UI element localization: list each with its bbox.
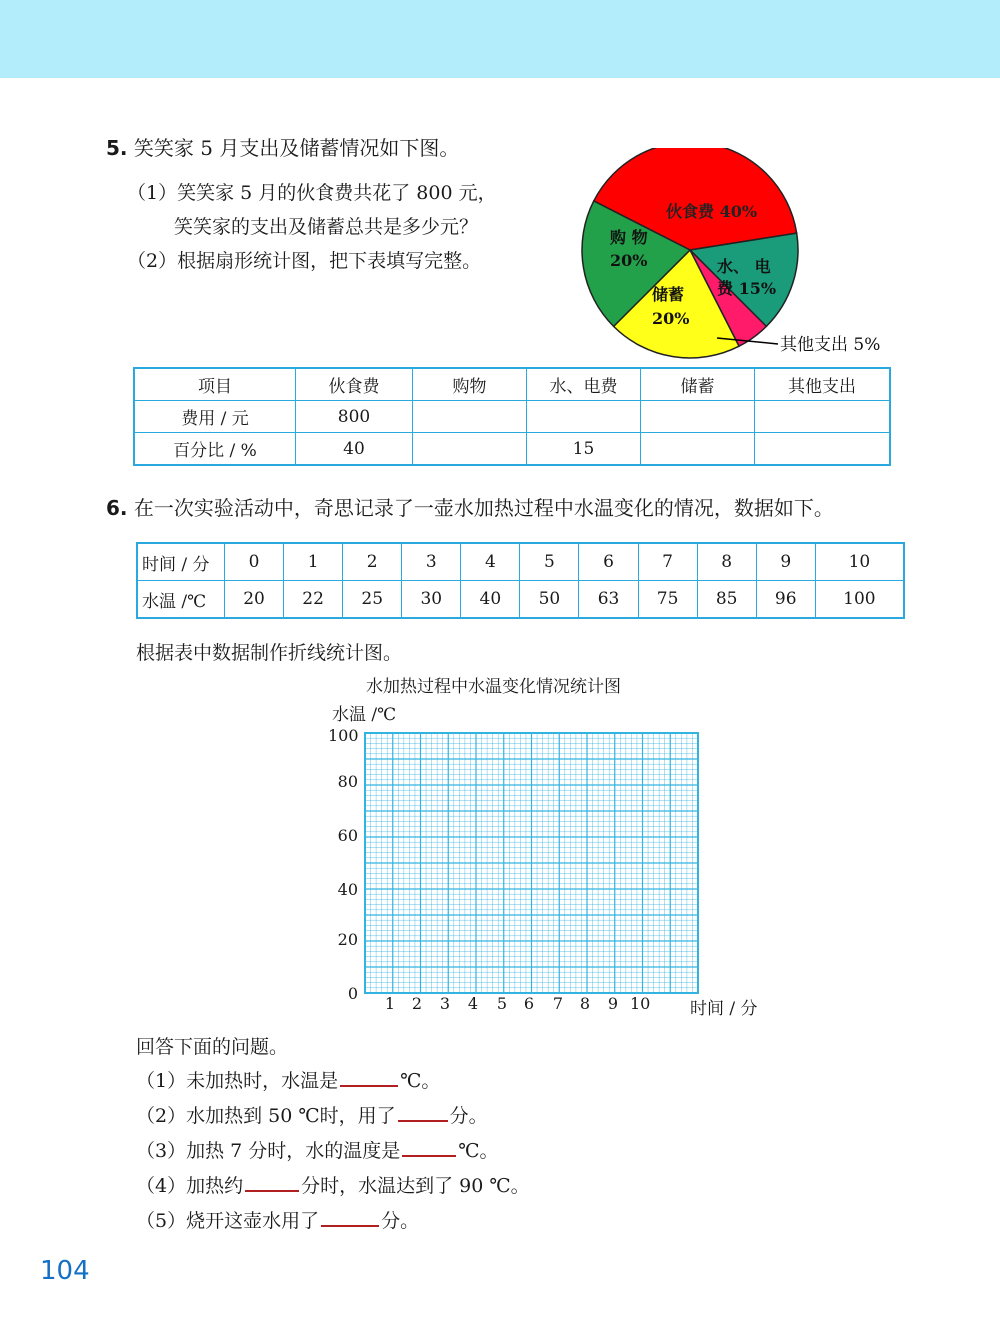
table-cell: 96: [756, 581, 815, 619]
y-tick-label: 80: [337, 772, 358, 791]
table-row: [137, 543, 904, 581]
question-suffix: ℃。: [458, 1140, 499, 1162]
table-cell: 15: [527, 433, 641, 466]
table-cell: 30: [402, 581, 461, 619]
table-cell: 40: [461, 581, 520, 619]
table-cell: 2: [343, 543, 402, 581]
pie-label-utility-b: 费 15%: [717, 279, 777, 298]
table-header-cell: 项目: [134, 368, 296, 401]
x-tick-label: 3: [439, 994, 451, 1013]
table-row: [134, 433, 890, 466]
table-cell: 5: [520, 543, 579, 581]
table-cell[interactable]: [413, 433, 527, 466]
answer-blank[interactable]: [398, 1102, 448, 1122]
question-item: [136, 1064, 440, 1098]
question-item: [136, 1134, 499, 1168]
table-header-cell: 水、电费: [527, 368, 641, 401]
table-cell: 3: [402, 543, 461, 581]
question-text: （1）未加热时，水温是: [136, 1070, 339, 1092]
question-text: （2）水加热到 50 ℃时，用了: [136, 1105, 396, 1127]
table-cell[interactable]: [755, 433, 891, 466]
table-header-cell: 伙食费: [296, 368, 413, 401]
x-tick-label: 5: [496, 994, 508, 1013]
answer-blank[interactable]: [340, 1067, 398, 1087]
pie-label-shopping-b: 20%: [610, 251, 648, 270]
table-cell: 4: [461, 543, 520, 581]
table-row-label: 水温 /℃: [137, 581, 225, 619]
answer-blank[interactable]: [245, 1172, 299, 1192]
y-tick-label: 60: [337, 826, 358, 845]
question-item: [136, 1169, 530, 1203]
pie-label-shopping-a: 购 物: [610, 228, 648, 247]
table-cell: 800: [296, 401, 413, 433]
pie-label-savings-a: 储蓄: [652, 285, 685, 304]
table-cell[interactable]: [641, 401, 755, 433]
pie-label-food: 伙食费 40%: [666, 202, 758, 221]
x-tick-label: 2: [411, 994, 423, 1013]
answer-blank[interactable]: [402, 1137, 456, 1157]
table-cell[interactable]: [641, 433, 755, 466]
question-text: （4）加热约: [136, 1175, 244, 1197]
page-number: 104: [40, 1256, 90, 1286]
x-tick-label: 9: [607, 994, 619, 1013]
y-tick-label: 100: [328, 726, 359, 745]
question-text: （3）加热 7 分时，水的温度是: [136, 1140, 401, 1162]
table-cell: 22: [284, 581, 343, 619]
table-cell: 20: [225, 581, 284, 619]
table-cell: 百分比 / %: [134, 433, 296, 466]
answer-intro: 回答下面的问题。: [136, 1036, 289, 1058]
table-row: [134, 401, 890, 433]
q5-part2: （2）根据扇形统计图，把下表填写完整。: [127, 250, 482, 272]
table-row-label: 时间 / 分: [137, 543, 225, 581]
table-header-cell: 其他支出: [755, 368, 891, 401]
x-tick-label: 4: [467, 994, 479, 1013]
table-row: [137, 581, 904, 619]
x-tick-label: 1: [384, 994, 396, 1013]
table-cell: 85: [697, 581, 756, 619]
pie-label-other: 其他支出 5%: [780, 335, 881, 355]
y-tick-label: 40: [337, 880, 358, 899]
q6-table: [136, 542, 905, 619]
table-cell[interactable]: [755, 401, 891, 433]
q5-part1-line1: （1）笑笑家 5 月的伙食费共花了 800 元，: [127, 182, 497, 204]
table-cell: 10: [815, 543, 904, 581]
table-header-cell: 购物: [413, 368, 527, 401]
table-cell[interactable]: [413, 401, 527, 433]
expense-pie-chart: [580, 148, 910, 360]
table-cell: 75: [638, 581, 697, 619]
question-item: [136, 1099, 488, 1133]
y-tick-label: 20: [337, 930, 358, 949]
table-cell: 8: [697, 543, 756, 581]
question-suffix: 分。: [449, 1105, 488, 1127]
pie-label-utility-a: 水、 电: [717, 257, 771, 276]
table-cell: 9: [756, 543, 815, 581]
table-cell: 7: [638, 543, 697, 581]
y-tick-label: 0: [347, 984, 358, 1003]
question-item: [136, 1204, 419, 1238]
q6-instruction: 根据表中数据制作折线统计图。: [136, 642, 403, 664]
table-cell: 1: [284, 543, 343, 581]
x-tick-label: 6: [523, 994, 535, 1013]
table-header-cell: 储蓄: [641, 368, 755, 401]
q5-table: [133, 367, 891, 466]
table-cell: 0: [225, 543, 284, 581]
table-cell: 100: [815, 581, 904, 619]
table-cell[interactable]: [527, 401, 641, 433]
table-cell: 63: [579, 581, 638, 619]
x-tick-label: 7: [552, 994, 564, 1013]
table-cell: 40: [296, 433, 413, 466]
table-cell: 费用 / 元: [134, 401, 296, 433]
question-suffix: 分。: [381, 1210, 420, 1232]
answer-blank[interactable]: [321, 1207, 379, 1227]
x-axis-label: 时间 / 分: [690, 999, 758, 1019]
question-suffix: ℃。: [400, 1070, 441, 1092]
y-axis-label: 水温 /℃: [332, 705, 397, 725]
table-row: [134, 368, 890, 401]
question-suffix: 分时，水温达到了 90 ℃。: [301, 1175, 530, 1197]
x-tick-label: 10: [630, 994, 651, 1013]
q6-prompt: 6. 在一次实验活动中，奇思记录了一壶水加热过程中水温变化的情况，数据如下。: [106, 496, 834, 520]
q5-prompt: 5. 笑笑家 5 月支出及储蓄情况如下图。: [106, 136, 460, 160]
chart-title: 水加热过程中水温变化情况统计图: [366, 677, 621, 697]
top-color-band: [0, 0, 1000, 78]
table-cell: 50: [520, 581, 579, 619]
table-cell: 6: [579, 543, 638, 581]
grid-paper[interactable]: [360, 728, 702, 996]
q5-part1-line2: 笑笑家的支出及储蓄总共是多少元？: [174, 216, 479, 238]
x-tick-label: 8: [579, 994, 591, 1013]
question-text: （5）烧开这壶水用了: [136, 1210, 320, 1232]
table-cell: 25: [343, 581, 402, 619]
pie-label-savings-b: 20%: [652, 309, 690, 328]
